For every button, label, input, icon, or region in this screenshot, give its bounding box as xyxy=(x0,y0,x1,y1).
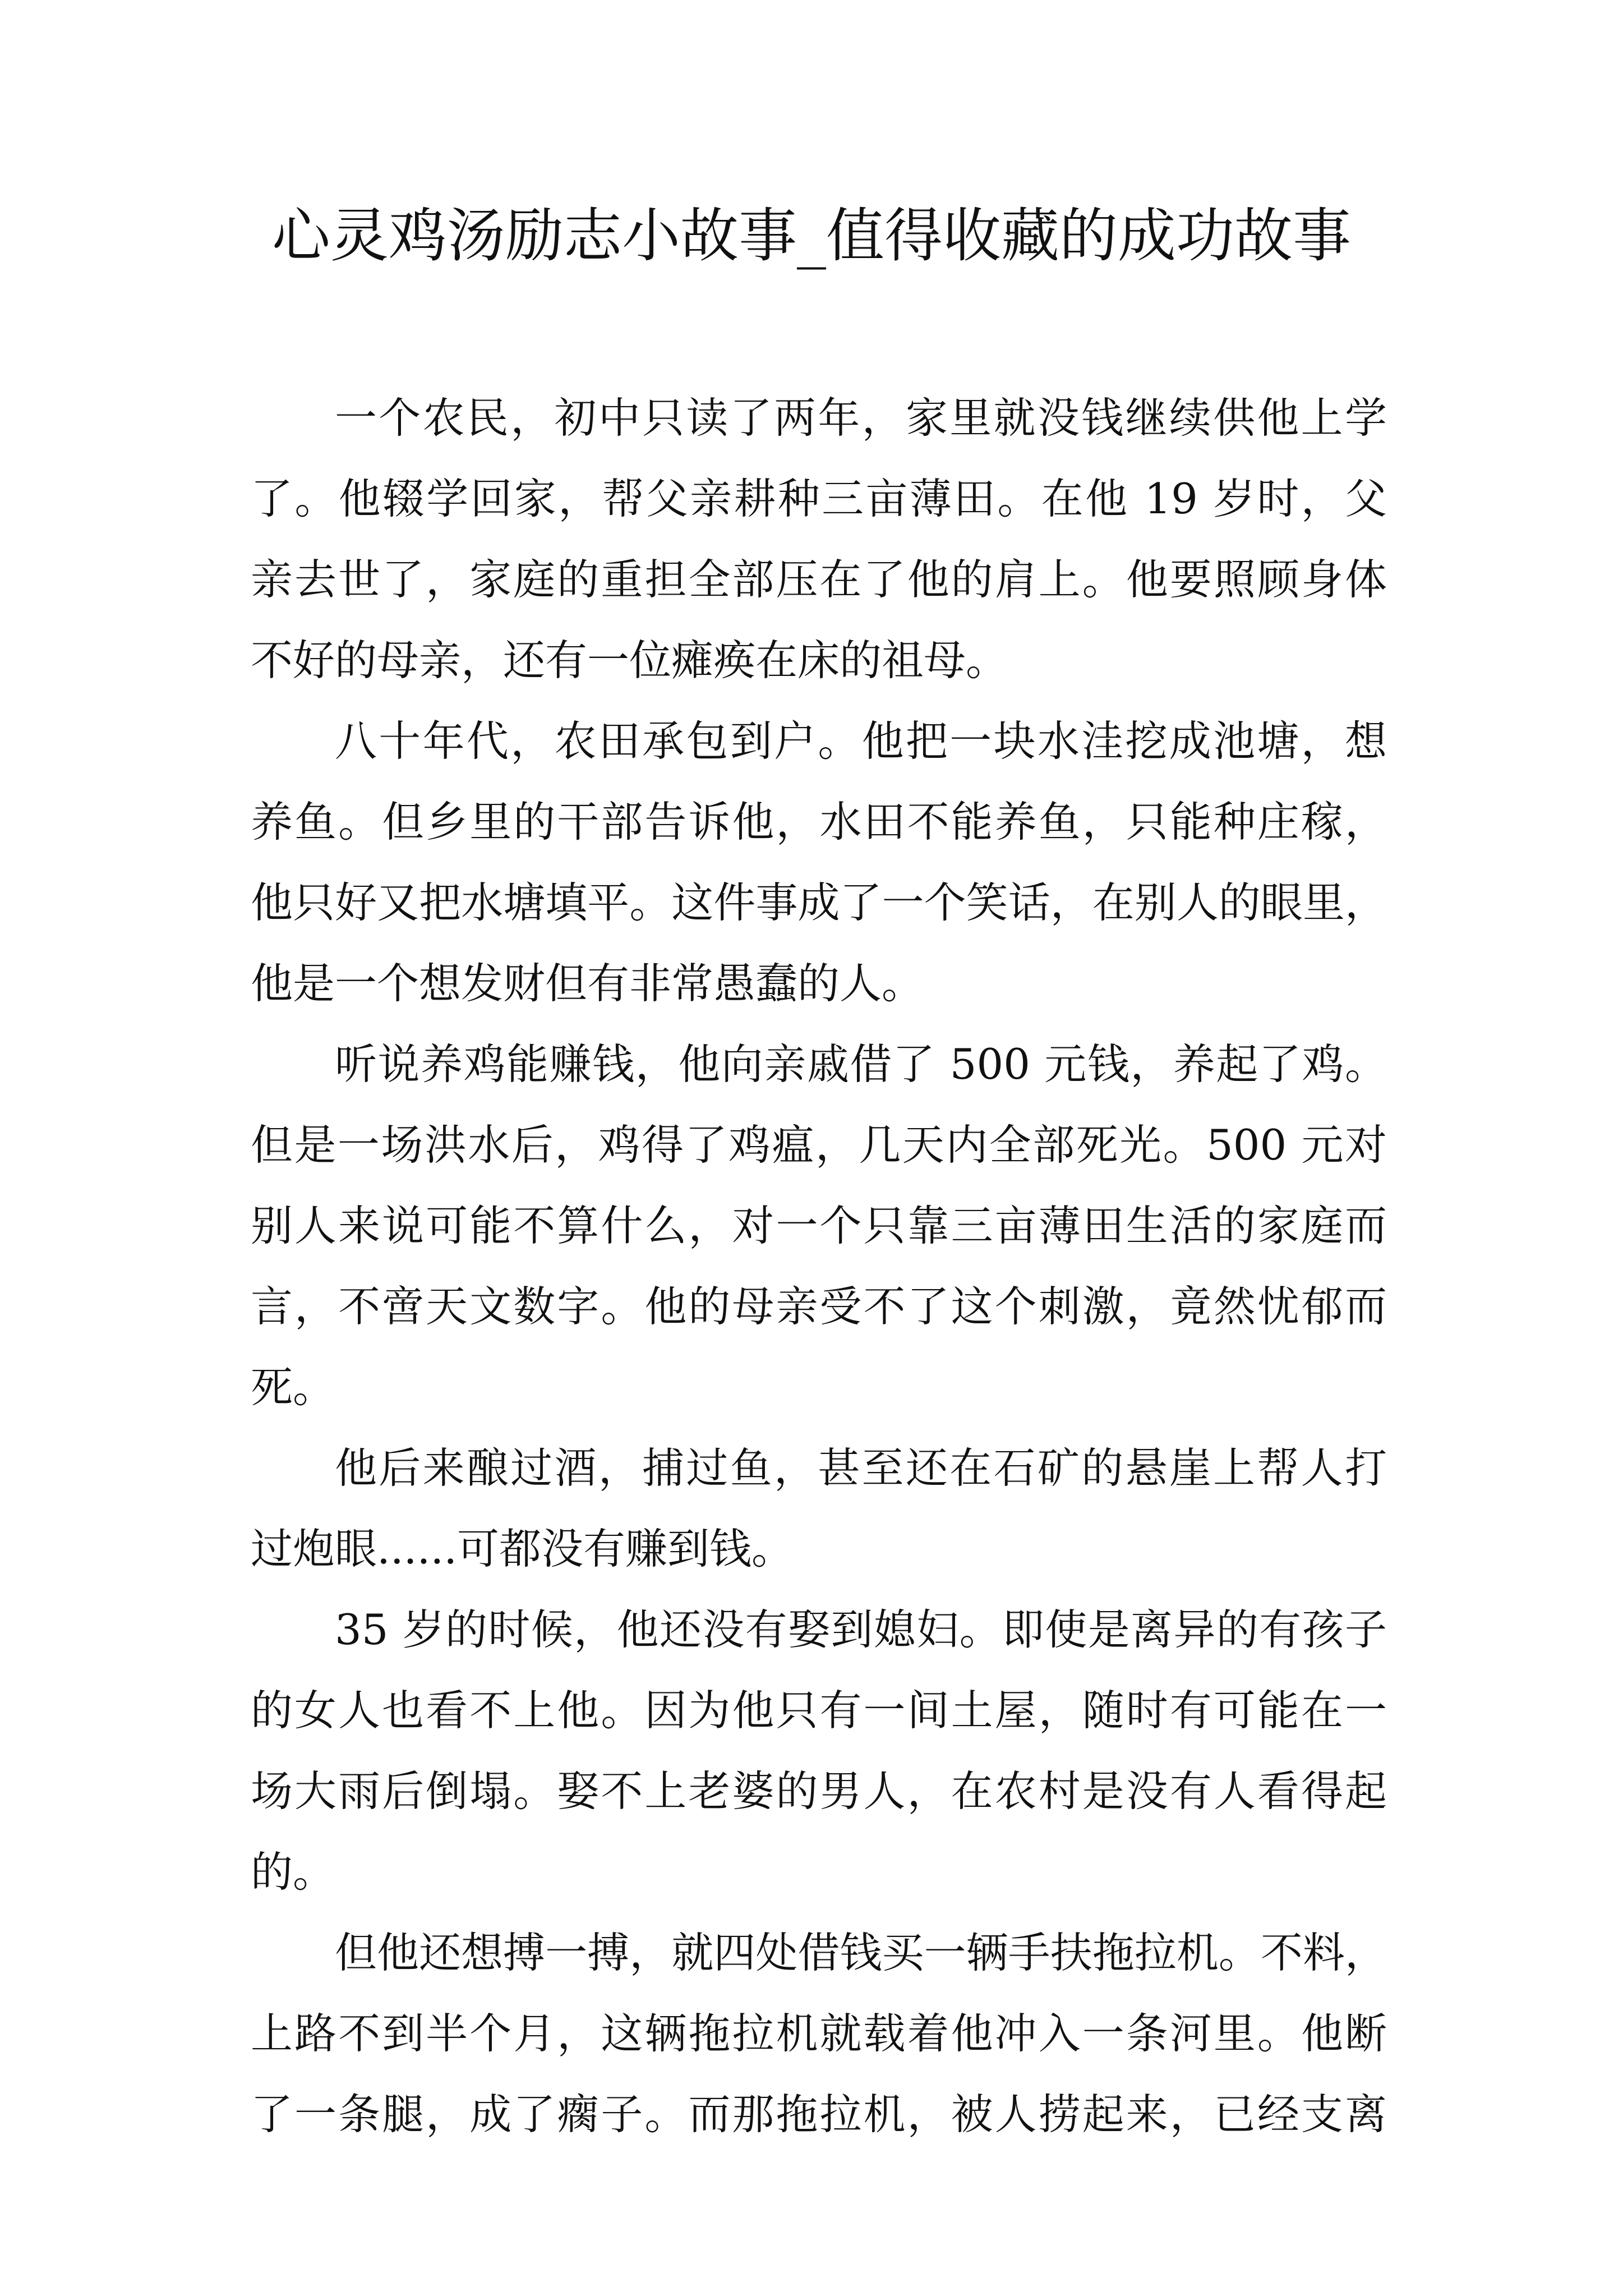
paragraph-line: 养鱼。但乡里的干部告诉他，水田不能养鱼，只能种庄稼， xyxy=(251,797,1387,846)
paragraph-line: 他后来酿过酒，捕过鱼，甚至还在石矿的悬崖上帮人打 xyxy=(335,1443,1387,1493)
paragraph xyxy=(251,701,1387,1024)
paragraph-line: 亲去世了，家庭的重担全部压在了他的肩上。他要照顾身体 xyxy=(251,555,1387,604)
paragraph-line: 不好的母亲，还有一位瘫痪在床的祖母。 xyxy=(251,636,1008,685)
paragraph-line: 的女人也看不上他。因为他只有一间土屋，随时有可能在一 xyxy=(251,1686,1387,1735)
paragraph-line: 听说养鸡能赚钱，他向亲戚借了 500 元钱，养起了鸡。 xyxy=(335,1039,1387,1089)
paragraph-line: 场大雨后倒塌。娶不上老婆的男人，在农村是没有人看得起 xyxy=(251,1766,1387,1816)
paragraph-line: 他只好又把水塘填平。这件事成了一个笑话，在别人的眼里， xyxy=(251,878,1387,927)
paragraph-line: 但他还想搏一搏，就四处借钱买一辆手扶拖拉机。不料， xyxy=(335,1928,1387,1977)
paragraph-line: 一个农民，初中只读了两年，家里就没钱继续供他上学 xyxy=(335,393,1387,443)
document-body xyxy=(251,378,1387,2155)
paragraph-line: 了一条腿，成了瘸子。而那拖拉机，被人捞起来，已经支离 xyxy=(251,2090,1387,2139)
paragraph-line: 别人来说可能不算什么，对一个只靠三亩薄田生活的家庭而 xyxy=(251,1201,1387,1250)
paragraph-line: 过炮眼......可都没有赚到钱。 xyxy=(251,1524,794,1573)
paragraph xyxy=(251,1912,1387,2155)
paragraph-line: 但是一场洪水后，鸡得了鸡瘟，几天内全部死光。500 元对 xyxy=(251,1120,1387,1170)
paragraph-line: 言，不啻天文数字。他的母亲受不了这个刺激，竟然忧郁而 xyxy=(251,1282,1387,1331)
paragraph-line: 八十年代，农田承包到户。他把一块水洼挖成池塘，想 xyxy=(335,716,1387,766)
paragraph-line: 了。他辍学回家，帮父亲耕种三亩薄田。在他 19 岁时，父 xyxy=(251,474,1387,523)
paragraph xyxy=(251,1428,1387,1589)
paragraph xyxy=(251,1589,1387,1912)
paragraph-line: 35 岁的时候，他还没有娶到媳妇。即使是离异的有孩子 xyxy=(335,1605,1387,1654)
paragraph-line: 死。 xyxy=(251,1363,335,1412)
paragraph-line: 上路不到半个月，这辆拖拉机就载着他冲入一条河里。他断 xyxy=(251,2009,1387,2058)
paragraph-line: 他是一个想发财但有非常愚蠢的人。 xyxy=(251,959,924,1008)
document-title: 心灵鸡汤励志小故事_值得收藏的成功故事 xyxy=(271,201,1351,270)
paragraph xyxy=(251,378,1387,701)
paragraph-line: 的。 xyxy=(251,1847,335,1897)
paragraph xyxy=(251,1024,1387,1428)
